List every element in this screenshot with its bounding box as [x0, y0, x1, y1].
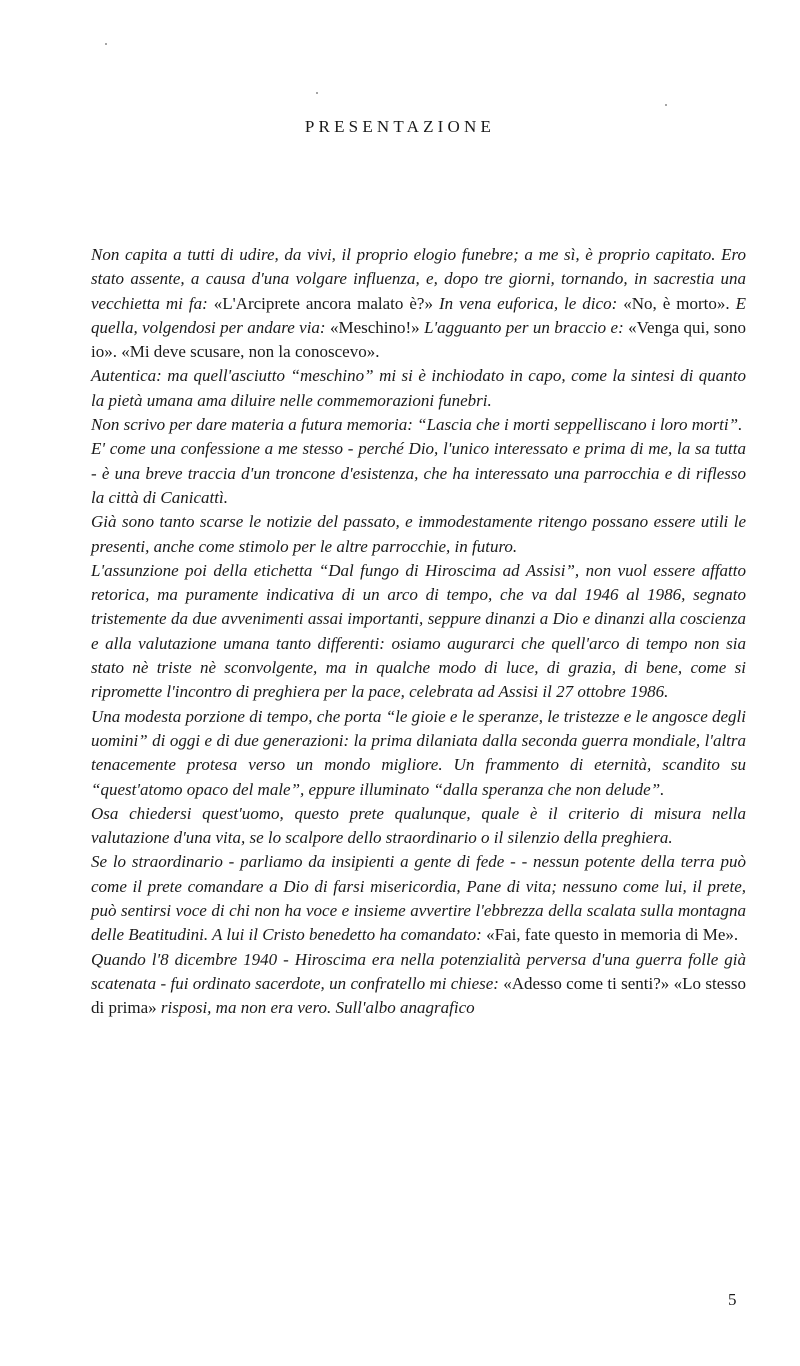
text-run: E quella, volgendosi per andare via:	[91, 293, 747, 337]
quoted-speech: «Fai, fate questo in memoria di Me».	[486, 925, 739, 945]
text-run: E' come una confessione a me stesso - perché Dio, l'unico interessato e prima di me, la sa tutta - è una breve traccia d'un troncone d'esistenza, che ha interessato una parrocchia e di riflesso la città di Canicattì.	[91, 439, 746, 507]
quoted-speech: «Adesso come ti senti?» «Lo stesso di prima»	[91, 973, 746, 1018]
paragraph	[91, 559, 746, 705]
text-run: Non capita a tutti di udire, da vivi, il proprio elogio funebre; a me sì, è proprio capitato. Ero stato assente, a causa d'una volgare influenza, e, dopo tre giorni, tornando, in sacrestia una vecchietta mi fa:	[91, 245, 746, 313]
body-text	[91, 243, 746, 1021]
print-speck	[316, 92, 318, 94]
text-run: risposi, ma non era vero. Sull'albo anagrafico	[160, 998, 475, 1018]
text-run: L'agguanto per un braccio e:	[424, 317, 629, 337]
text-run: In vena euforica, le dico:	[438, 293, 624, 313]
quoted-speech: «Venga qui, sono io». «Mi deve scusare, non la conoscevo».	[91, 317, 746, 362]
text-run: Non scrivo per dare materia a futura memoria: “Lascia che i morti seppelliscano i loro morti”.	[91, 415, 743, 435]
quoted-speech: «No, è morto».	[623, 293, 736, 313]
paragraph	[91, 705, 746, 802]
paragraph	[91, 364, 746, 413]
text-run: Già sono tanto scarse le notizie del passato, e immodestamente ritengo possano essere utili le presenti, anche come stimolo per le altre parrocchie, in futuro.	[91, 512, 746, 556]
paragraph	[91, 510, 746, 559]
paragraph	[91, 437, 746, 510]
text-run: Autentica: ma quell'asciutto “meschino” mi si è inchiodato in capo, come la sintesi di quanto la pietà umana ama diluire nelle commemorazioni funebri.	[91, 366, 746, 410]
paragraph	[91, 948, 746, 1021]
paragraph	[91, 243, 746, 364]
paragraph	[91, 413, 746, 437]
print-speck	[105, 43, 107, 45]
paragraph	[91, 850, 746, 947]
print-speck	[665, 104, 667, 106]
page-number: 5	[728, 1290, 737, 1309]
page-title: PRESENTAZIONE	[304, 117, 496, 136]
text-run: L'assunzione poi della etichetta “Dal fungo di Hiroscima ad Assisi”, non vuol essere affatto retorica, ma puramente indicativa di un arco di tempo, che va dal 1946 al 1986, segnato tristemente da due avvenimenti assai importanti, seppure dinanzi a Dio e dinanzi alla coscienza e alla valutazione umana tanto differenti: osiamo augurarci che quell'arco di tempo non sia stato nè triste nè sconvolgente, ma in qualche modo di luce, di grazia, di bene, come si ripromette l'incontro di preghiera per la pace, celebrata ad Assisi il 27 ottobre 1986.	[91, 560, 746, 702]
quoted-speech: «L'Arciprete ancora malato è?»	[213, 293, 439, 313]
text-run: Una modesta porzione di tempo, che porta “le gioie e le speranze, le tristezze e le angosce degli uomini” di oggi e di due generazioni: la prima dilaniata dalla seconda guerra mondiale, l'altra tenacemente protesa verso un mondo migliore. Un frammento di eternità, scandito su “quest'atomo opaco del male”, eppure illuminato “dalla speranza che non delude”.	[91, 706, 746, 799]
text-run: Quando l'8 dicembre 1940 - Hiroscima era nella potenzialità perversa d'una guerra folle già scatenata - fui ordinato sacerdote, un confratello mi chiese:	[91, 949, 746, 993]
text-run: Se lo straordinario - parliamo da insipienti a gente di fede - - nessun potente della terra può come il prete comandare a Dio di farsi misericordia, Pane di vita; nessuno come lui, il prete, può sentirsi voce di chi non ha voce e insieme avvertire l'ebbrezza della scalata sulla montagna delle Beatitudini. A lui il Cristo benedetto ha comandato:	[91, 852, 746, 945]
text-run: Osa chiedersi quest'uomo, questo prete qualunque, quale è il criterio di misura nella valutazione d'una vita, se lo scalpore dello straordinario o il silenzio della preghiera.	[91, 803, 746, 848]
quoted-speech: «Meschino!»	[329, 317, 425, 337]
paragraph	[91, 802, 746, 851]
